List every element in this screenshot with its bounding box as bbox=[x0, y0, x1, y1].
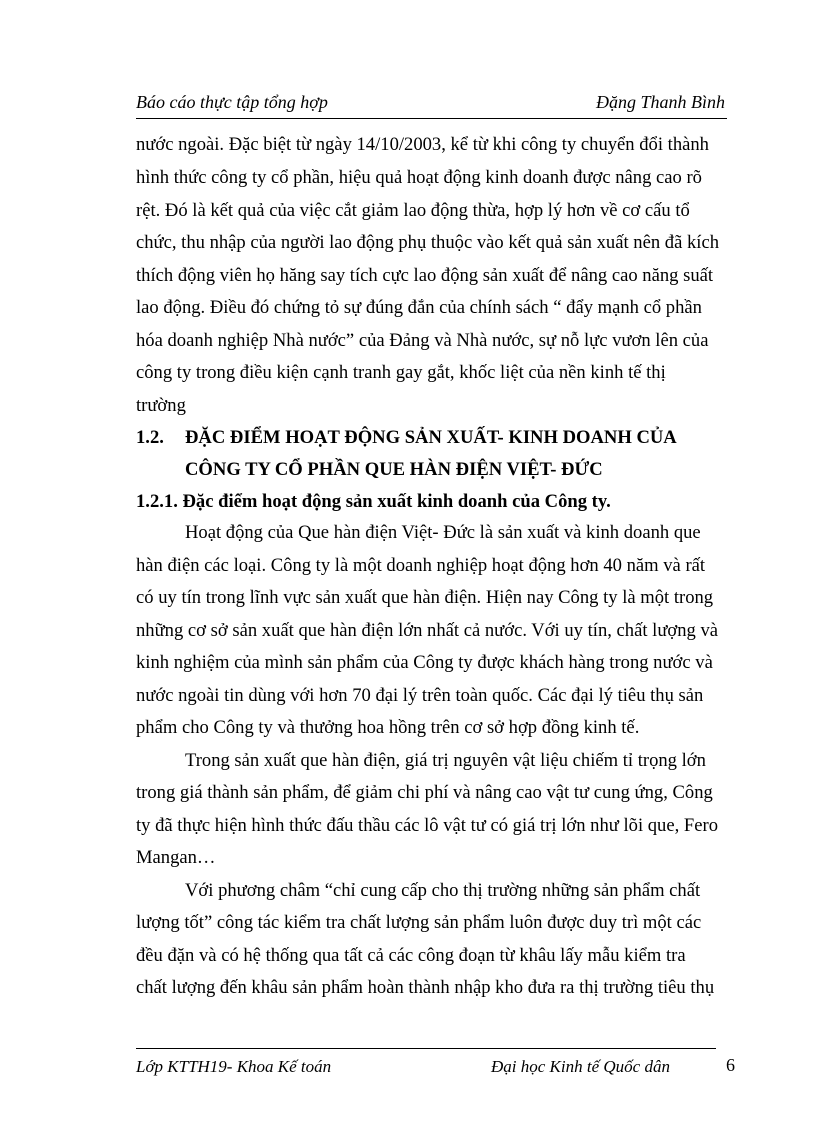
body-line: phẩm cho Công ty và thưởng hoa hồng trên cơ sở hợp đồng kinh tế. bbox=[136, 717, 640, 738]
section-number: 1.2. bbox=[136, 427, 164, 448]
body-line: trong giá thành sản phẩm, để giảm chi phí và nâng cao vật tư cung ứng, Công bbox=[136, 782, 713, 803]
body-line: Trong sản xuất que hàn điện, giá trị nguyên vật liệu chiếm tỉ trọng lớn bbox=[185, 750, 706, 771]
body-line: hình thức công ty cổ phần, hiệu quả hoạt động kinh doanh được nâng cao rõ bbox=[136, 167, 702, 188]
body-line: chức, thu nhập của người lao động phụ thuộc vào kết quả sản xuất nên đã kích bbox=[136, 232, 719, 253]
body-line: hóa doanh nghiệp Nhà nước” của Đảng và Nhà nước, sự nỗ lực vươn lên của bbox=[136, 330, 709, 351]
body-line: ty đã thực hiện hình thức đấu thầu các lô vật tư có giá trị lớn như lõi que, Fero bbox=[136, 815, 718, 836]
page-header bbox=[136, 90, 727, 119]
body-line: rệt. Đó là kết quả của việc cắt giảm lao động thừa, hợp lý hơn về cơ cấu tổ bbox=[136, 200, 690, 221]
footer-university: Đại học Kinh tế Quốc dân bbox=[491, 1057, 670, 1076]
subsection-heading: 1.2.1. Đặc điểm hoạt động sản xuất kinh doanh của Công ty. bbox=[136, 491, 611, 512]
body-line: Mangan… bbox=[136, 847, 216, 868]
body-line: Với phương châm “chỉ cung cấp cho thị trường những sản phẩm chất bbox=[185, 880, 701, 901]
body-line: đều đặn và có hệ thống qua tất cả các công đoạn từ khâu lấy mẫu kiểm tra bbox=[136, 945, 686, 966]
body-line: hàn điện các loại. Công ty là một doanh nghiệp hoạt động hơn 40 năm và rất bbox=[136, 555, 706, 576]
footer-class: Lớp KTTH19- Khoa Kế toán bbox=[136, 1057, 332, 1076]
body-line: Hoạt động của Que hàn điện Việt- Đức là sản xuất và kinh doanh que bbox=[185, 522, 701, 543]
body-line: có uy tín trong lĩnh vực sản xuất que hàn điện. Hiện nay Công ty là một trong bbox=[136, 587, 714, 608]
body-line: trường bbox=[136, 395, 186, 416]
body-line: chất lượng đến khâu sản phẩm hoàn thành nhập kho đưa ra thị trường tiêu thụ bbox=[136, 977, 715, 998]
header-report-title: Báo cáo thực tập tổng hợp bbox=[136, 92, 328, 112]
header-author: Đặng Thanh Bình bbox=[595, 92, 725, 112]
footer-rule bbox=[136, 1048, 716, 1049]
section-title-line-1: ĐẶC ĐIỂM HOẠT ĐỘNG SẢN XUẤT- KINH DOANH CỦA bbox=[185, 427, 677, 448]
body-line: những cơ sở sản xuất que hàn điện lớn nhất cả nước. Với uy tín, chất lượng và bbox=[136, 620, 719, 641]
body-line: nước ngoài. Đặc biệt từ ngày 14/10/2003, kể từ khi công ty chuyển đổi thành bbox=[136, 134, 709, 155]
body-line: thích động viên họ hăng say tích cực lao động sản xuất để nâng cao năng suất bbox=[136, 265, 714, 286]
page-number: 6 bbox=[726, 1055, 735, 1075]
body-line: lao động. Điều đó chứng tỏ sự đúng đắn của chính sách “ đẩy mạnh cổ phần bbox=[136, 297, 702, 318]
body-line: nước ngoài tin dùng với hơn 70 đại lý trên toàn quốc. Các đại lý tiêu thụ sản bbox=[136, 685, 704, 706]
section-title-line-2: CÔNG TY CỔ PHẦN QUE HÀN ĐIỆN VIỆT- ĐỨC bbox=[185, 459, 603, 480]
body-line: công ty trong điều kiện cạnh tranh gay gắt, khốc liệt của nền kinh tế thị bbox=[136, 362, 666, 383]
body-line: kinh nghiệm của mình sản phẩm của Công ty được khách hàng trong nước và bbox=[136, 652, 713, 673]
body-line: lượng tốt” công tác kiểm tra chất lượng sản phẩm luôn được duy trì một các bbox=[136, 912, 702, 933]
